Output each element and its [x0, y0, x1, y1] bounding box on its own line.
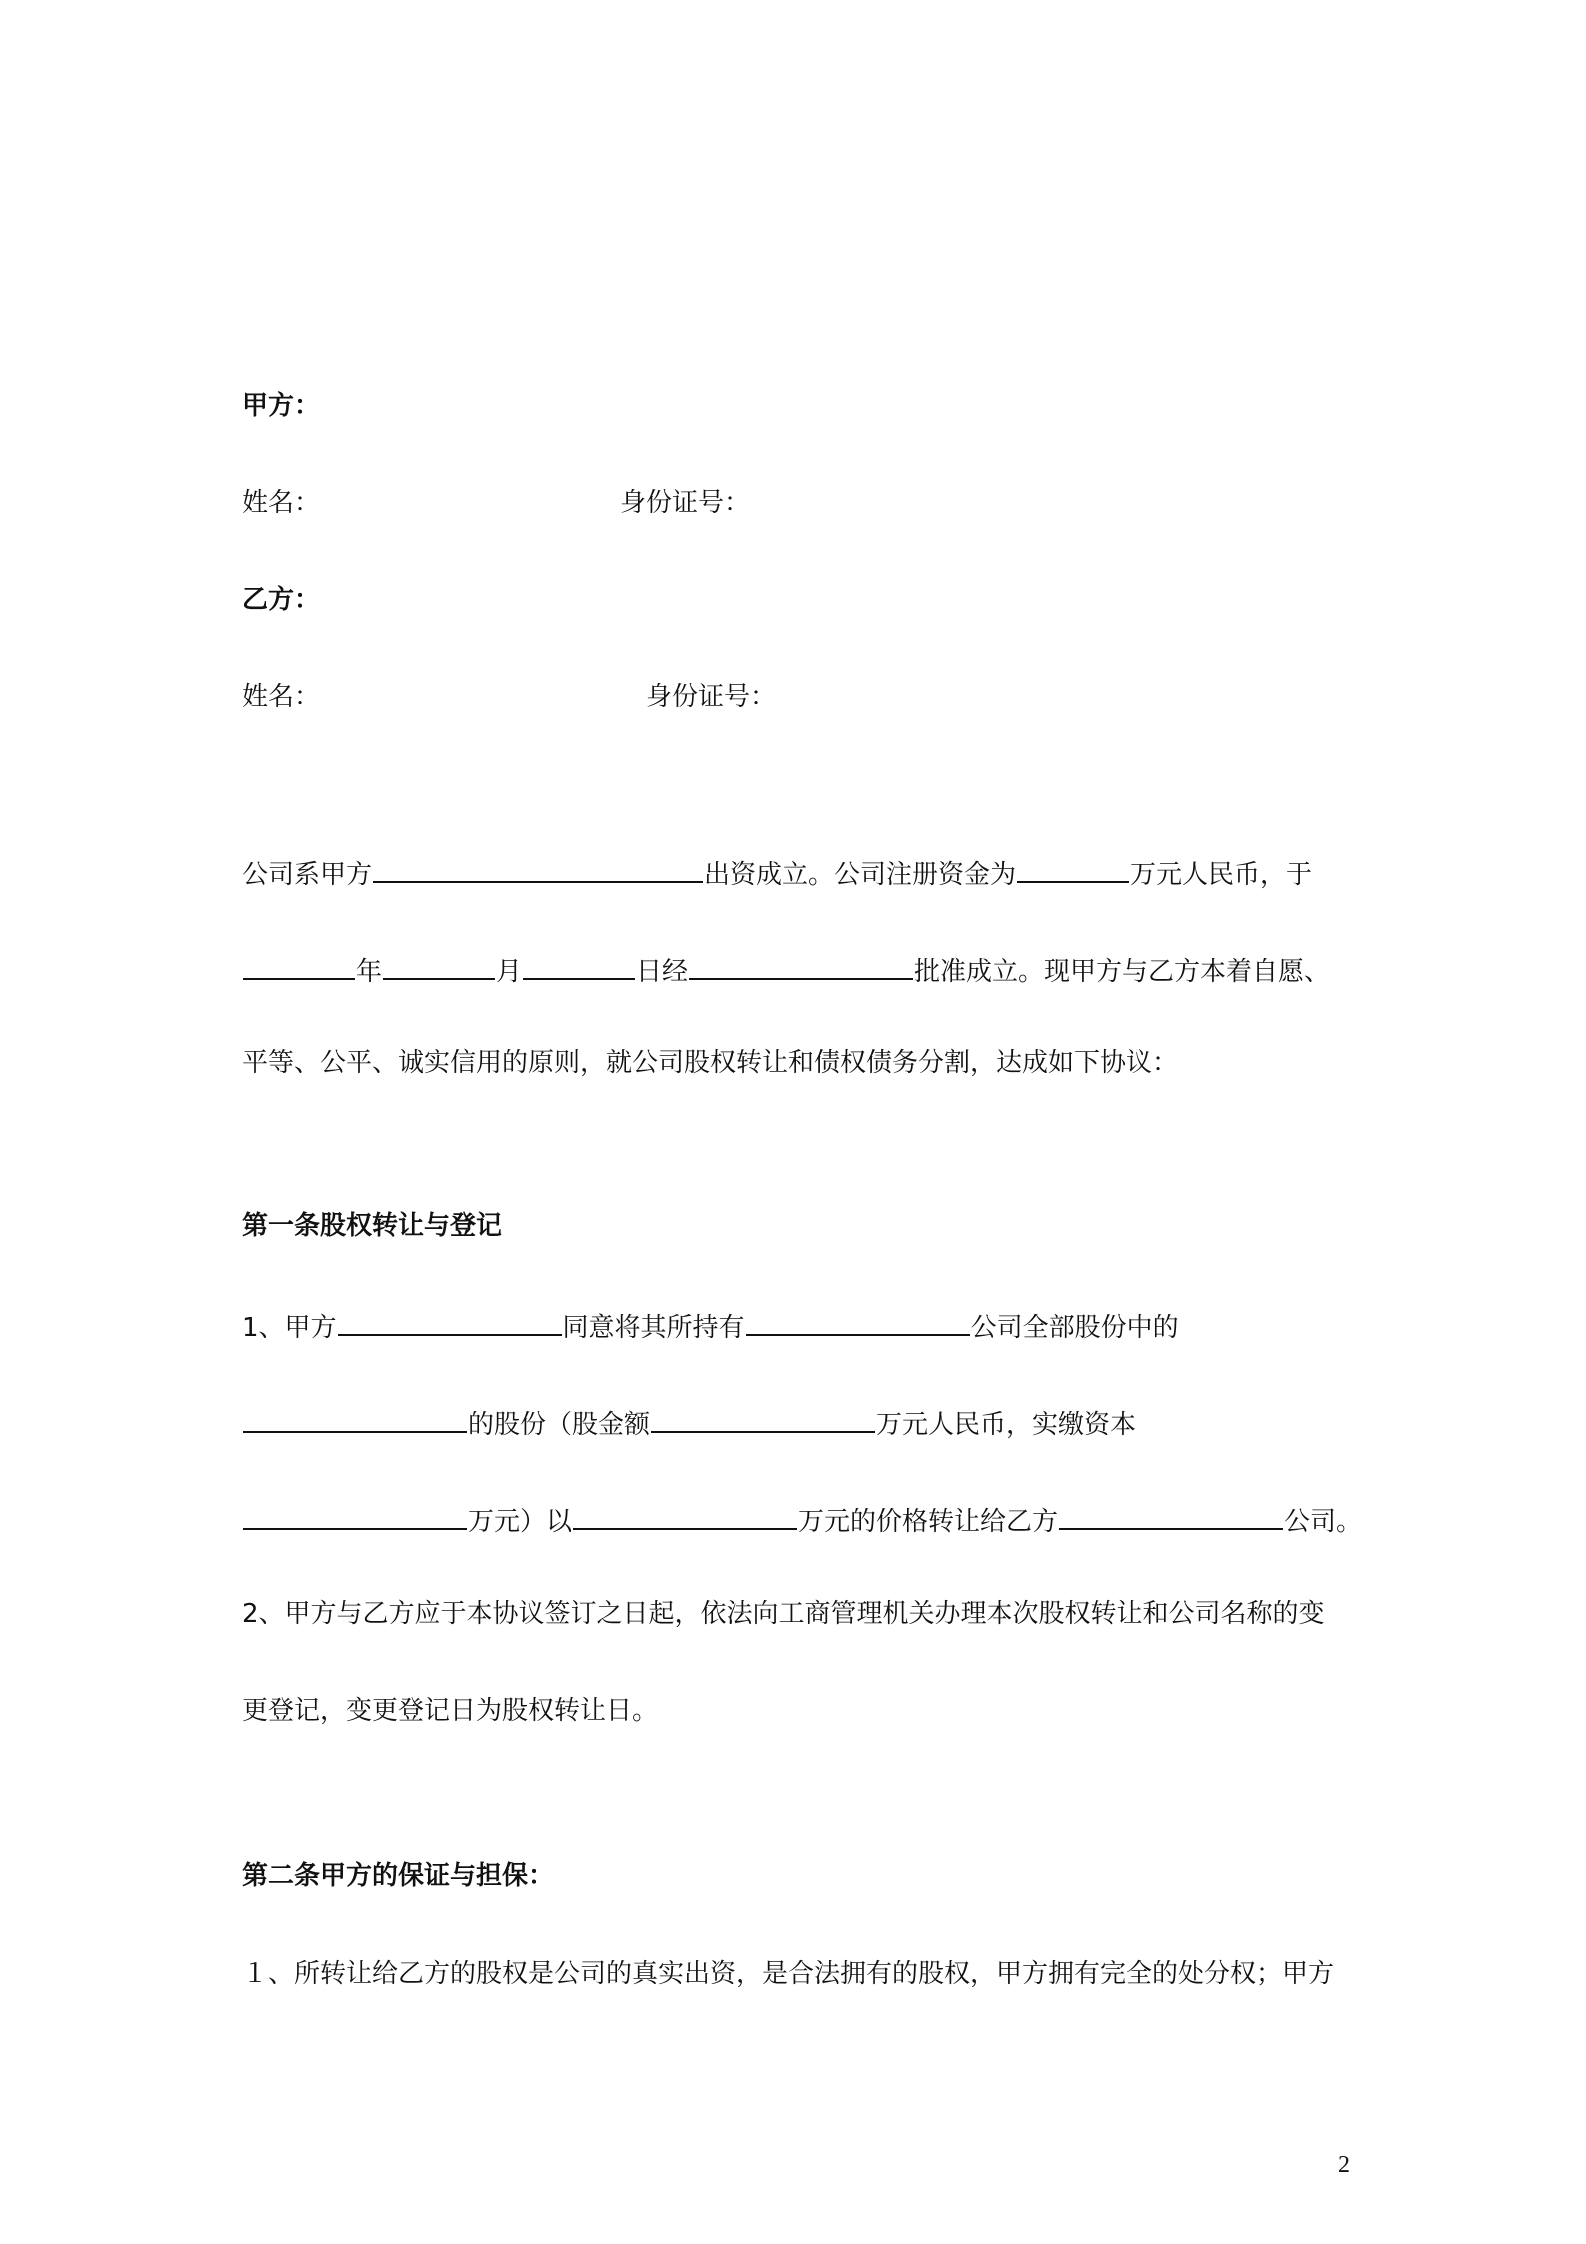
blank-field — [243, 1403, 467, 1433]
preamble-line-1 — [242, 853, 1312, 893]
party-b-name-label: 姓名： — [242, 682, 321, 712]
blank-field — [573, 1500, 797, 1530]
blank-field — [689, 950, 913, 980]
article-1-item-2-line-2: 更登记，变更登记日为股权转让日。 — [242, 1696, 659, 1726]
clause-text: 万元的价格转让给乙方 — [798, 1507, 1059, 1537]
clause-text: 公司全部股份中的 — [970, 1313, 1179, 1343]
party-a-name-label: 姓名： — [242, 488, 321, 518]
blank-field — [338, 1306, 562, 1336]
page-number: 2 — [1338, 2152, 1350, 2178]
clause-text: 1、甲方 — [242, 1313, 337, 1343]
preamble-text: 日经 — [636, 957, 689, 987]
article-2-item-1-line-1: １、所转让给乙方的股权是公司的真实出资，是合法拥有的股权，甲方拥有完全的处分权；甲方 — [242, 1959, 1335, 1989]
blank-field — [383, 950, 495, 980]
preamble-line-2 — [242, 950, 1330, 990]
party-b-id-label: 身份证号： — [646, 682, 777, 712]
preamble-text: 公司系甲方 — [242, 860, 373, 890]
preamble-line-3: 平等、公平、诚实信用的原则，就公司股权转让和债权债务分割，达成如下协议： — [242, 1048, 1179, 1078]
article-1-item-1-line-3 — [242, 1500, 1362, 1540]
preamble-text: 年 — [356, 957, 383, 987]
party-b-heading: 乙方： — [242, 585, 321, 615]
blank-field — [373, 853, 703, 883]
preamble-text: 出资成立。公司注册资金为 — [704, 860, 1017, 890]
party-a-heading: 甲方： — [242, 391, 321, 421]
clause-text: 的股份（股金额 — [468, 1410, 651, 1440]
article-1-item-1-line-1 — [242, 1306, 1179, 1346]
blank-field — [243, 950, 355, 980]
article-1-heading: 第一条股权转让与登记 — [242, 1211, 503, 1241]
clause-text: 同意将其所持有 — [562, 1313, 745, 1343]
blank-field — [1017, 853, 1129, 883]
blank-field — [523, 950, 635, 980]
party-a-name-row — [242, 485, 320, 521]
preamble-text: 批准成立。现甲方与乙方本着自愿、 — [914, 957, 1331, 987]
blank-field — [746, 1306, 970, 1336]
article-1-item-1-line-2 — [242, 1403, 1136, 1443]
blank-field — [651, 1403, 875, 1433]
clause-text: 万元）以 — [468, 1507, 573, 1537]
blank-field — [1059, 1500, 1283, 1530]
blank-field — [243, 1500, 467, 1530]
party-b-name-row — [242, 679, 320, 715]
party-a-id-label: 身份证号： — [620, 488, 751, 518]
article-1-item-2-line-1: 2、甲方与乙方应于本协议签订之日起，依法向工商管理机关办理本次股权转让和公司名称的变 — [242, 1599, 1325, 1629]
article-2-heading: 第二条甲方的保证与担保： — [242, 1861, 555, 1891]
clause-text: 公司。 — [1284, 1507, 1363, 1537]
preamble-text: 月 — [496, 957, 523, 987]
preamble-text: 万元人民币，于 — [1130, 860, 1313, 890]
clause-text: 万元人民币，实缴资本 — [876, 1410, 1137, 1440]
